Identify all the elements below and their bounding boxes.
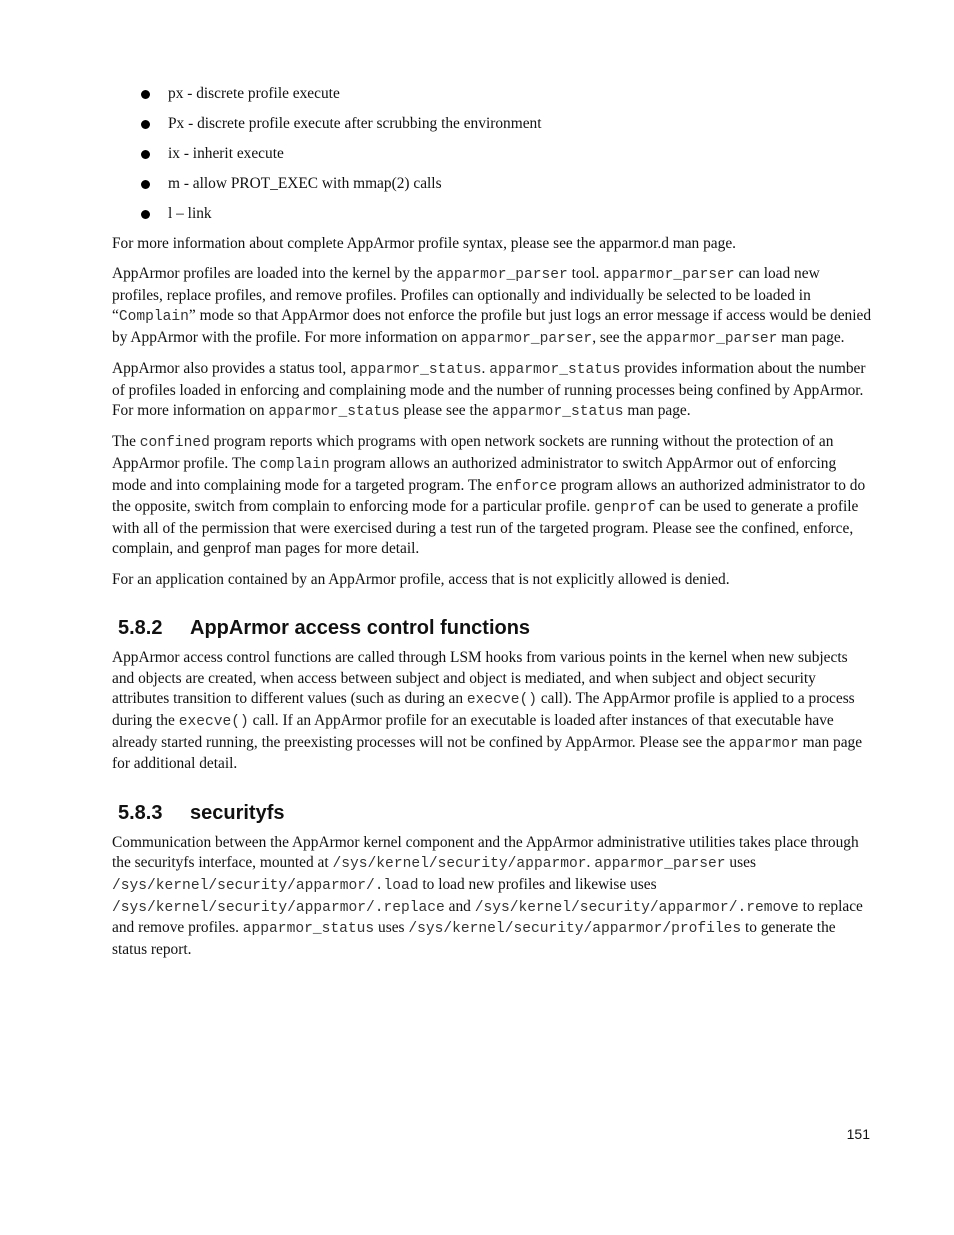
bullet-icon [141,180,150,189]
list-item: m - allow PROT_EXEC with mmap(2) calls [112,174,872,195]
paragraph-apparmor-parser: AppArmor profiles are loaded into the kernel by the apparmor_parser tool. apparmor_parser can load new profiles, replace profiles, and remove profiles. Profiles can optionally and individually be selected to be loaded in “Complain” mode so that AppArmor does not enforce the profile but just logs an error message if access would be denied by AppArmor with the profile. For more information on apparmor_parser, see the apparmor_parser man page. [112,265,872,347]
paragraph-syntax-info: For more information about complete AppArmor profile syntax, please see the apparmor.d man page. [112,234,736,252]
list-item: l – link [112,204,872,225]
list-item: ix - inherit execute [112,144,872,165]
list-item: Px - discrete profile execute after scrubbing the environment [112,114,872,135]
page-number: 151 [846,1126,870,1142]
paragraph-default-deny: For an application contained by an AppArmor profile, access that is not explicitly allowed is denied. [112,570,730,588]
paragraph-securityfs: Communication between the AppArmor kernel component and the AppArmor administrative utilities takes place through the securityfs interface, mounted at /sys/kernel/security/apparmor. apparmor_parser uses /sys/kernel/security/apparmor/.load to load new profiles and likewise uses /sys/kernel/security/apparmor/.replace and /sys/kernel/security/apparmor/.remove to replace and remove profiles. apparmor_status uses /sys/kernel/security/apparmor/profiles to generate the status report. [112,833,863,958]
bullet-icon [141,90,150,99]
section-heading-5-8-3: 5.8.3 securityfs [118,801,285,824]
bullet-icon [141,120,150,129]
permission-list [112,84,872,225]
paragraph-apparmor-status: AppArmor also provides a status tool, apparmor_status. apparmor_status provides information about the number of profiles loaded in enforcing and complaining mode and the number of running processes being confined by AppArmor. For more information on apparmor_status please see the apparmor_status man page. [112,360,866,421]
section-heading-5-8-2: 5.8.2 AppArmor access control functions [118,617,531,640]
bullet-icon [141,150,150,159]
list-item: px - discrete profile execute [112,84,872,105]
document-page [112,84,872,970]
paragraph-utilities: The confined program reports which programs with open network sockets are running without the protection of an AppArmor profile. The complain program allows an authorized administrator to switch AppArmor out of enforcing mode and into complaining mode for a targeted program. The enforce program allows an authorized administrator to do the opposite, switch from complain to enforcing mode for a particular profile. genprof can be used to generate a profile with all of the permission that were exercised during a test run of the targeted program. Please see the confined, enforce, complain, and genprof man pages for more detail. [112,433,866,558]
paragraph-access-control: AppArmor access control functions are called through LSM hooks from various points in the kernel when new subjects and objects are created, when access between subject and object is mediated, and when subject and object security attributes transition to different values (such as during an execve() call). The AppArmor profile is applied to a process during the execve() call. If an AppArmor profile for an executable is loaded after instances of that executable have already started running, the preexisting processes will not be confined by AppArmor. Please see the apparmor man page for additional detail. [112,649,863,773]
bullet-icon [141,210,150,219]
